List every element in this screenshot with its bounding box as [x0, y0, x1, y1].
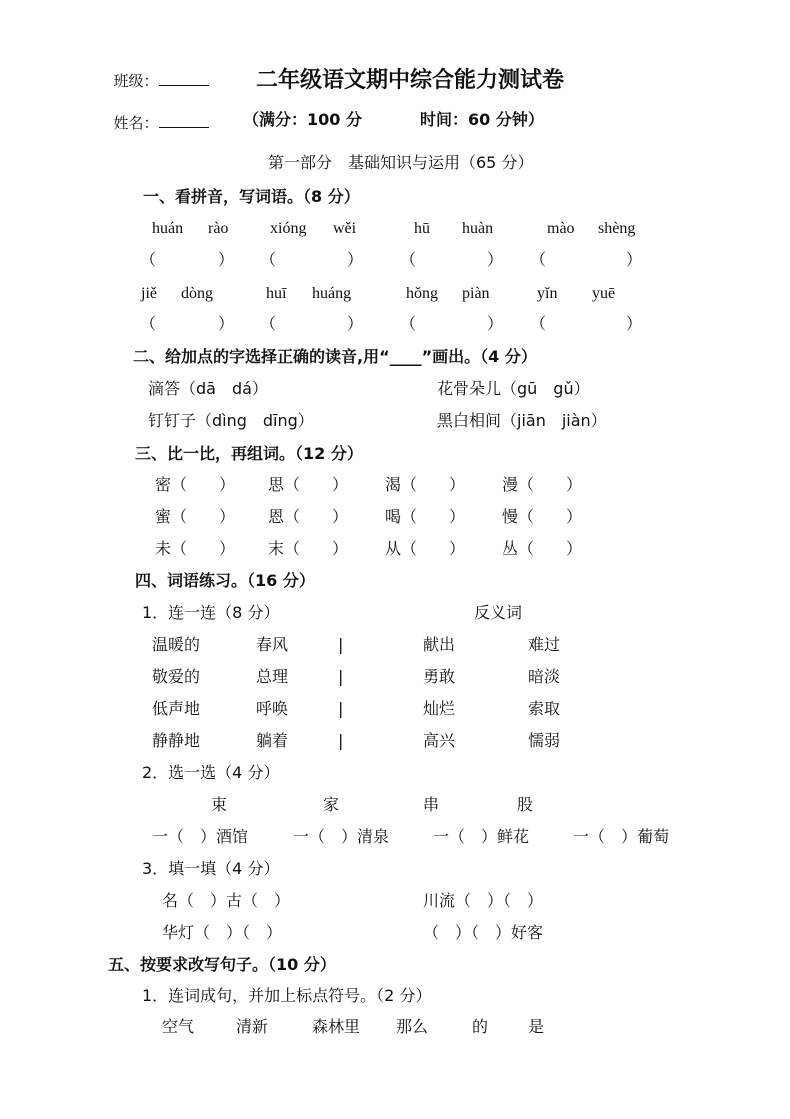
paren-open: （: [140, 314, 157, 333]
pinyin: piàn: [462, 285, 490, 302]
match-mid: 总理: [256, 667, 289, 686]
q4-sub2-title: 2．选一选（4 分）: [142, 763, 280, 782]
measure-blank: 一（ ）鲜花: [433, 827, 530, 846]
choice-word: 股: [517, 795, 534, 814]
q2-item: 花骨朵儿（gū gǔ）: [437, 379, 590, 398]
word: 那么: [396, 1017, 429, 1036]
pinyin: mào: [547, 220, 575, 237]
paren-open: （: [400, 314, 417, 333]
match-left: 温暖的: [152, 635, 201, 654]
part1-title: 第一部分 基础知识与运用（65 分）: [268, 153, 534, 172]
pinyin: rào: [208, 220, 229, 237]
word: 森林里: [312, 1017, 361, 1036]
choice-word: 家: [323, 795, 340, 814]
ant-left: 献出: [423, 635, 456, 654]
divider: |: [338, 667, 344, 686]
q3-title: 三、比一比，再组词。（12 分）: [135, 444, 363, 463]
q4-sub3-title: 3．填一填（4 分）: [142, 859, 280, 878]
ant-right: 暗淡: [528, 667, 561, 686]
class-field: [104, 58, 209, 89]
match-mid: 春风: [256, 635, 289, 654]
measure-blank: 一（ ）酒馆: [152, 827, 249, 846]
idiom-fill: 川流（ ）（ ）: [423, 891, 544, 910]
word: 是: [528, 1017, 545, 1036]
pinyin: jiě: [141, 285, 157, 302]
paren-close: ）: [487, 314, 504, 333]
subtitle-score: （满分：100 分: [243, 110, 362, 129]
ant-right: 索取: [528, 699, 561, 718]
word: 空气: [162, 1017, 195, 1036]
pinyin: huáng: [312, 285, 352, 302]
antonym-header: 反义词: [474, 603, 523, 622]
idiom-fill: 名（ ）古（ ）: [162, 891, 291, 910]
idiom-fill: 华灯（ ）（ ）: [162, 923, 283, 942]
ant-left: 高兴: [423, 731, 456, 750]
match-mid: 躺着: [256, 731, 289, 750]
match-left: 静静地: [152, 731, 201, 750]
paren-close: ）: [347, 250, 364, 269]
pinyin: xióng: [270, 220, 307, 237]
pinyin: yǐn: [537, 285, 558, 302]
q3-cell: 漫（ ）: [502, 475, 583, 494]
q4-title: 四、词语练习。（16 分）: [135, 571, 315, 590]
q5-title: 五、按要求改写句子。（10 分）: [108, 955, 336, 974]
paren-close: ）: [626, 314, 643, 333]
q2-title: 二、给加点的字选择正确的读音,用“____”画出。（4 分）: [133, 347, 537, 366]
q3-cell: 未（ ）: [155, 539, 236, 558]
divider: |: [338, 635, 344, 654]
match-mid: 呼唤: [256, 699, 289, 718]
measure-blank: 一（ ）清泉: [293, 827, 390, 846]
pinyin: dòng: [181, 285, 213, 302]
q3-cell: 慢（ ）: [502, 507, 583, 526]
divider: |: [338, 699, 344, 718]
q4-sub1-title: 1．连一连（8 分）: [142, 603, 280, 622]
q2-item: 黑白相间（jiān jiàn）: [437, 411, 607, 430]
paren-open: （: [260, 314, 277, 333]
measure-blank: 一（ ）葡萄: [573, 827, 670, 846]
q3-cell: 从（ ）: [385, 539, 466, 558]
pinyin: huán: [152, 220, 184, 237]
pinyin: hū: [414, 220, 430, 237]
q2-item: 滴答（dā dá）: [148, 379, 268, 398]
q5-sub1-title: 1．连词成句，并加上标点符号。（2 分）: [142, 986, 432, 1005]
divider: |: [338, 731, 344, 750]
page-title: 二年级语文期中综合能力测试卷: [256, 68, 565, 93]
q3-cell: 思（ ）: [268, 475, 349, 494]
name-blank[interactable]: [159, 115, 209, 128]
q1-title: 一、看拼音，写词语。（8 分）: [143, 187, 360, 206]
ant-right: 难过: [528, 635, 561, 654]
ant-right: 懦弱: [528, 731, 561, 750]
q2-item: 钉钉子（dìng dīng）: [148, 411, 314, 430]
pinyin: huàn: [462, 220, 494, 237]
class-label: 班级：: [113, 72, 159, 90]
subtitle-time: 时间：60 分钟）: [420, 110, 544, 129]
q3-cell: 末（ ）: [268, 539, 349, 558]
word: 清新: [236, 1017, 269, 1036]
ant-left: 灿烂: [423, 699, 456, 718]
class-blank[interactable]: [159, 73, 209, 86]
paren-open: （: [140, 250, 157, 269]
pinyin: huī: [266, 285, 287, 302]
paren-close: ）: [218, 250, 235, 269]
name-label: 姓名：: [113, 114, 159, 132]
q3-cell: 密（ ）: [155, 475, 236, 494]
paren-open: （: [530, 314, 547, 333]
q3-cell: 丛（ ）: [502, 539, 583, 558]
paren-close: ）: [626, 250, 643, 269]
paren-open: （: [400, 250, 417, 269]
pinyin: wěi: [333, 220, 357, 237]
choice-word: 束: [211, 795, 228, 814]
pinyin: shèng: [598, 220, 636, 237]
choice-word: 串: [423, 795, 440, 814]
idiom-fill: （ ）（ ）好客: [423, 923, 544, 942]
match-left: 敬爱的: [152, 667, 201, 686]
pinyin: hǒng: [406, 285, 438, 302]
word: 的: [472, 1017, 489, 1036]
paren-close: ）: [218, 314, 235, 333]
q3-cell: 蜜（ ）: [155, 507, 236, 526]
q3-cell: 渴（ ）: [385, 475, 466, 494]
paren-open: （: [260, 250, 277, 269]
paren-close: ）: [487, 250, 504, 269]
q3-cell: 恩（ ）: [268, 507, 349, 526]
ant-left: 勇敢: [423, 667, 456, 686]
paren-close: ）: [347, 314, 364, 333]
match-left: 低声地: [152, 699, 201, 718]
name-field: [104, 100, 209, 131]
q3-cell: 喝（ ）: [385, 507, 466, 526]
pinyin: yuē: [592, 285, 616, 302]
paren-open: （: [530, 250, 547, 269]
